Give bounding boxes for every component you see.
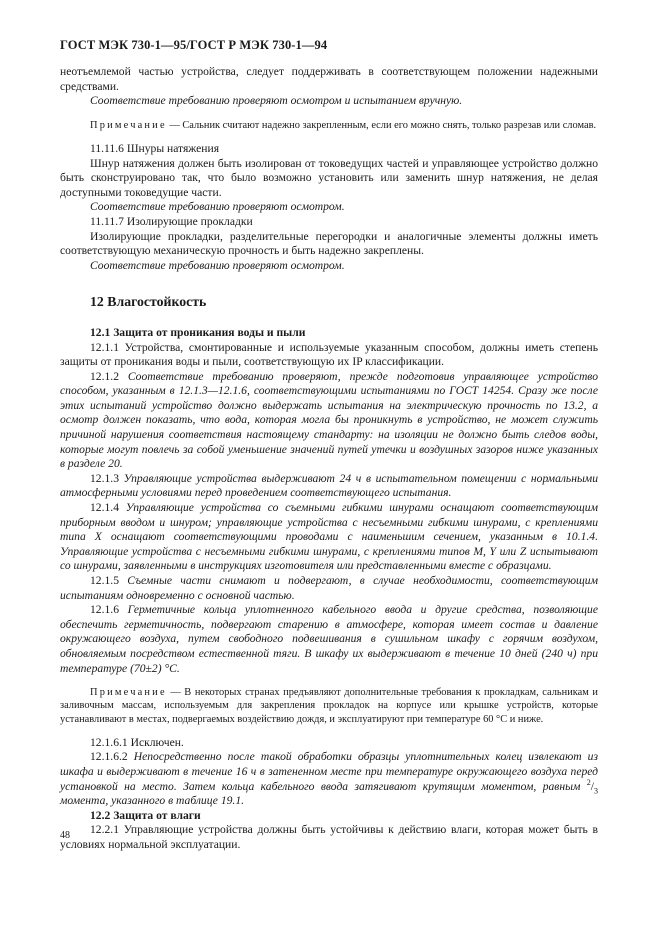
- subsection-title: 11.11.6 Шнуры натяжения: [90, 141, 220, 155]
- paragraph: [60, 370, 598, 472]
- clause-text: момента, указанного в таблице 19.1.: [60, 794, 245, 808]
- paragraph: [60, 472, 598, 501]
- fraction-numerator: 2: [586, 777, 591, 787]
- clause-text: Управляющие устройства со съемными гибкими шнурами оснащают соответствующим приборным вводом и шнуром; управляющие устройства с несъемными гибкими шнурами, с креплениями типа X оснащают соответствующими проводами с наименьшим сечением, указанным в 10.1.4. Управляющие устройства с несъемными гибкими шнурами, с креплениями типов M, Y или Z испытывают со шнурами, заявленными в инструкциях изготовителя или представленными вместе с образцами.: [60, 501, 598, 573]
- clause-number: 12.1.6.2: [90, 750, 128, 764]
- note-label: Примечание: [90, 687, 167, 699]
- document-body: [60, 65, 598, 853]
- subsection-heading: 12.2 Защита от влаги: [90, 808, 201, 822]
- clause-number: 12.1.4: [90, 501, 119, 515]
- paragraph: 12.1.6.1 Исключен.: [90, 735, 184, 749]
- paragraph: 12.2.1 Управляющие устройства должны быть устойчивы к действию влаги, которая может быть в условиях нормальной эксплуатации.: [60, 823, 598, 851]
- page-number: 48: [60, 830, 70, 841]
- check-statement: Соответствие требованию проверяют осмотром.: [90, 258, 345, 272]
- paragraph: 12.1.6.2 Непосредственно после такой обработки образцы уплотнительных колец извлекают из шкафа и выдерживают в течение 16 ч в затененном месте при температуре окружающего воздуха перед установкой на место. Затем кольца кабельного ввода затягивают крутящим моментом, равным $^2/_3$ момента, указанного в таблице 19.1.: [60, 750, 598, 808]
- paragraph: [60, 501, 598, 574]
- page-header: ГОСТ МЭК 730-1—95/ГОСТ Р МЭК 730-1—94: [60, 38, 328, 52]
- paragraph: Шнур натяжения должен быть изолирован от токоведущих частей и управляющее устройство должно быть сконструировано так, что было возможно установить или заменить шнур натяжения, не делая доступными токоведущие части.: [60, 156, 598, 199]
- subsection-title: 11.11.7 Изолирующие прокладки: [90, 214, 253, 228]
- paragraph: неотъемлемой частью устройства, следует поддерживать в соответствующем положении надежными средствами.: [60, 65, 598, 93]
- fraction-denominator: 3: [593, 785, 598, 795]
- clause-text: Съемные части снимают и подвергают, в случае необходимости, соответствующим испытаниям одновременно с основной частью.: [60, 574, 598, 602]
- clause-text: Соответствие требованию проверяют, прежде подготовив управляющее устройство способом, указанным в 12.1.3—12.1.6, соответствующими испытаниями по ГОСТ 14254. Сразу же после этих испытаний устройство должно выдержать испытания на электрическую прочность по 13.2, а осмотр должен показать, что вода, которая могла бы проникнуть в устройство, не может служить причиной нарушения соответствия настоящему стандарту: на изоляции не должно быть следов воды, которые могут повлечь за собой уменьшение значений путей утечки и воздушных зазоров ниже указанных в разделе 20.: [60, 369, 598, 471]
- check-statement: Соответствие требованию проверяют осмотром и испытанием вручную.: [90, 94, 463, 108]
- subsection-heading: 12.1 Защита от проникания воды и пыли: [90, 325, 306, 339]
- section-heading: 12 Влагостойкость: [90, 294, 207, 310]
- clause-number: 12.1.3: [90, 471, 119, 485]
- note-text: — Сальник считают надежно закрепленным, если его можно снять, только разрезав или сломав.: [166, 119, 597, 131]
- paragraph: Изолирующие прокладки, разделительные перегородки и аналогичные элементы должны иметь соответствующую механическую прочность и быть надежно закреплены.: [60, 229, 598, 258]
- clause-text: Герметичные кольца уплотненного кабельного ввода и другие средства, позволяющие обеспечить герметичность, подвергают старению в атмосфере, которая имеет состав и давление окружающего воздуха, путем свободного подвешивания в сушильном шкафу с горячим воздухом, обновляемым посредством естественной тяги. В шкафу их выдерживают в течение 10 дней (240 ч) при температуре (70±2) °С.: [60, 603, 598, 675]
- clause-text: Управляющие устройства выдерживают 24 ч в испытательном помещении с нормальными атмосферными условиями перед проведением соответствующего испытания.: [60, 471, 598, 500]
- clause-number: 12.1.5: [90, 574, 119, 588]
- paragraph: [60, 574, 598, 603]
- clause-number: 12.1.2: [90, 369, 119, 383]
- note: [60, 119, 598, 132]
- paragraph: [60, 603, 598, 676]
- note: [60, 686, 598, 726]
- paragraph: 12.1.1 Устройства, смонтированные и используемые указанным способом, должны иметь степень защиты от проникания воды и пыли, соответствующую их IP классификации.: [60, 340, 598, 369]
- clause-text: Непосредственно после такой обработки образцы уплотнительных колец извлекают из шкафа и выдерживают в течение 16 ч в затененном месте при температуре окружающего воздуха перед установкой на место. Затем кольца кабельного ввода затягивают крутящим моментом, равным: [60, 750, 598, 793]
- clause-number: 12.1.6: [90, 603, 119, 617]
- note-text: — В некоторых странах предъявляют дополнительные требования к прокладкам, сальникам и заливочным массам, используемым для закрепления прокладок на корпусе или крышке устройств, которые устанавливают в местах, подвергаемых воздействию дождя, и эксплуатируют при температуре 60 °С и ниже.: [60, 687, 598, 725]
- note-label: Примечание: [90, 119, 167, 131]
- check-statement: Соответствие требованию проверяют осмотром.: [90, 200, 345, 214]
